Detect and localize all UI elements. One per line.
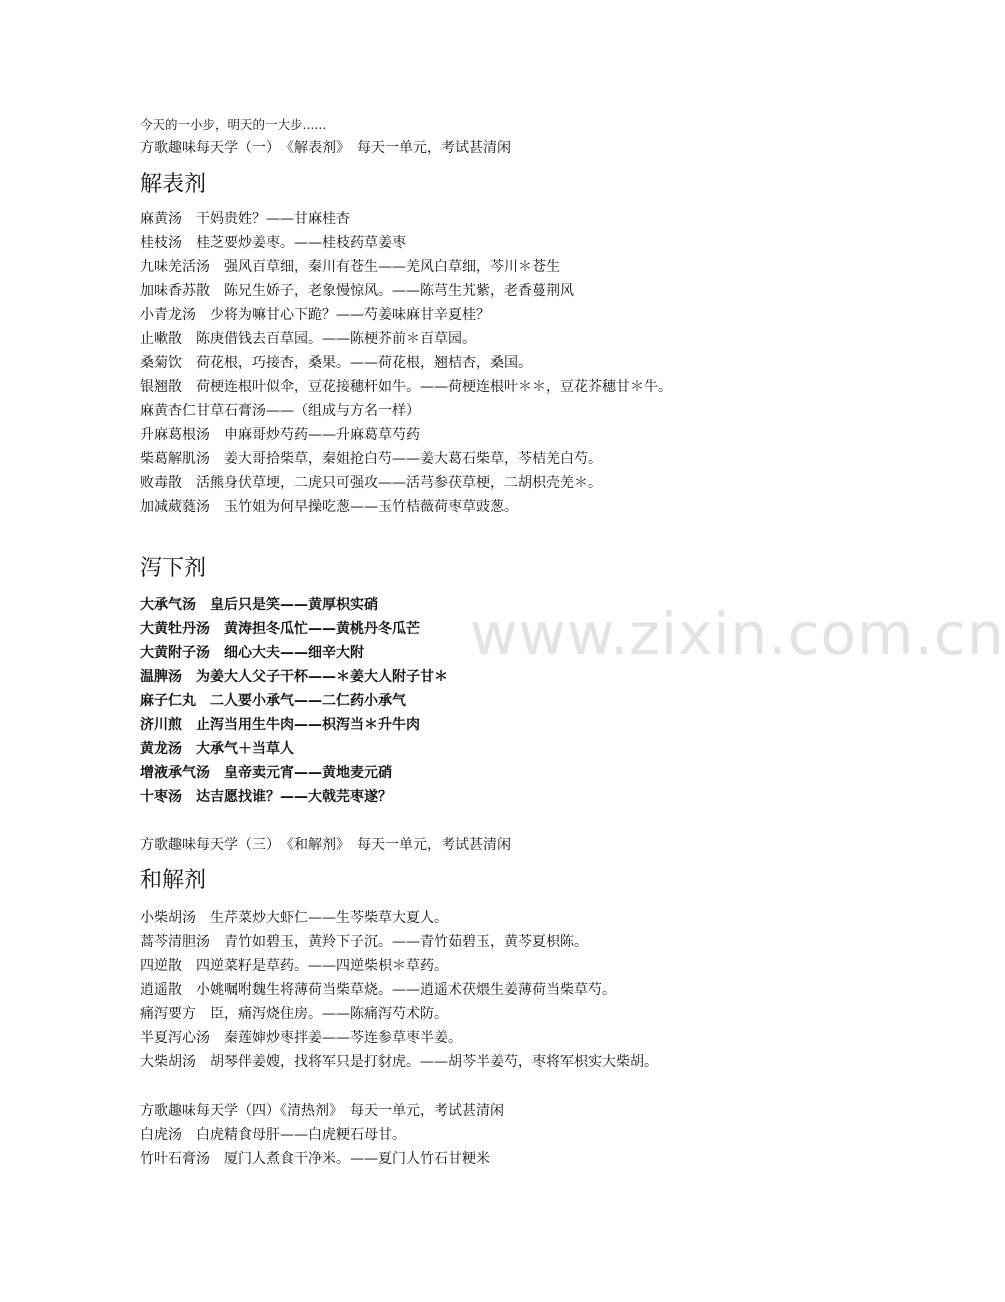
section2-line: 大黄附子汤 细心大夫——细辛大附	[140, 645, 364, 661]
section1-line: 麻黄杏仁甘草石膏汤——（组成与方名一样）	[140, 403, 420, 419]
section1-line: 止嗽散 陈庚借钱去百草园。——陈梗芥前＊百草园。	[140, 331, 476, 347]
section1-line: 麻黄汤 干妈贵姓？——甘麻桂杏	[140, 211, 350, 227]
section1-line: 桂枝汤 桂芝要炒姜枣。——桂枝药草姜枣	[140, 235, 406, 251]
section1-line: 桑菊饮 荷花根，巧接杏，桑果。——荷花根，翘桔杏，桑国。	[140, 355, 532, 371]
section4-banner: 方歌趣味每天学（四）《清热剂》 每天一单元，考试甚清闲	[140, 1103, 504, 1119]
section3-line: 大柴胡汤 胡琴伴姜嫂，找将军只是打豺虎。——胡芩半姜芍，枣将军枳实大柴胡。	[140, 1054, 658, 1070]
section3-line: 逍遥散 小姚嘱咐魏生将薄荷当柴草烧。——逍遥术茯煨生姜薄荷当柴草芍。	[140, 982, 616, 998]
section1-line: 小青龙汤 少将为嘛甘心下跪？——芍姜味麻甘辛夏桂？	[140, 307, 490, 323]
section1-line: 九味羌活汤 强风百草细，秦川有苍生——羌风白草细，芩川＊苍生	[140, 259, 560, 275]
section3-heading: 和解剂	[140, 868, 207, 893]
section1-line: 败毒散 活熊身伏草埂，二虎只可强攻——活芎参茯草梗，二胡枳壳羌＊。	[140, 475, 602, 491]
watermark: www.zixin.com.cn	[470, 600, 1005, 668]
section1-banner: 方歌趣味每天学（一） 《解表剂》 每天一单元，考试甚清闲	[140, 140, 511, 156]
section2-line: 十枣汤 达吉愿找谁？——大戟芫枣遂？	[140, 789, 392, 805]
section2-line: 大黄牡丹汤 黄涛担冬瓜忙——黄桃丹冬瓜芒	[140, 621, 420, 637]
section2-line: 增液承气汤 皇帝卖元宵——黄地麦元硝	[140, 765, 392, 781]
intro-line: 今天的一小步，明天的一大步......	[140, 117, 327, 132]
section2-line: 济川煎 止泻当用生牛肉——枳泻当＊升牛肉	[140, 717, 420, 733]
section3-line: 痛泻要方 臣，痛泻烧住房。——陈痛泻芍术防。	[140, 1006, 448, 1022]
section4-line: 竹叶石膏汤 厦门人煮食干净米。——夏门人竹石甘粳米	[140, 1151, 490, 1167]
section2-line: 麻子仁丸 二人要小承气——二仁药小承气	[140, 693, 406, 709]
section1-line: 升麻葛根汤 申麻哥炒芍药——升麻葛草芍药	[140, 427, 420, 443]
section2-heading: 泻下剂	[140, 556, 207, 581]
section1-line: 加减葳蕤汤 玉竹姐为何早操吃葱——玉竹桔薇荷枣草豉葱。	[140, 499, 518, 515]
section4-line: 白虎汤 白虎精食母肝——白虎粳石母甘。	[140, 1127, 406, 1143]
section1-line: 加味香苏散 陈兄生娇子，老象慢惊风。——陈芎生艽紫，老香蔓荆风	[140, 283, 574, 299]
section1-line: 银翘散 荷梗连根叶似伞，豆花接穗杆如牛。——荷梗连根叶＊＊，豆花芥穗甘＊牛。	[140, 379, 672, 395]
section2-line: 大承气汤 皇后只是笑——黄厚枳实硝	[140, 597, 378, 613]
section2-line: 黄龙汤 大承气＋当草人	[140, 741, 294, 757]
section3-line: 半夏泻心汤 秦莲婶炒枣拌姜——芩连参草枣半姜。	[140, 1030, 462, 1046]
section3-line: 蒿芩清胆汤 青竹如碧玉，黄羚下子沉。——青竹茹碧玉，黄芩夏枳陈。	[140, 934, 588, 950]
section3-line: 四逆散 四逆菜籽是草药。——四逆柴枳＊草药。	[140, 958, 448, 974]
section1-heading: 解表剂	[140, 172, 207, 197]
section3-line: 小柴胡汤 生芹菜炒大虾仁——生芩柴草大夏人。	[140, 910, 448, 926]
section3-banner: 方歌趣味每天学（三） 《和解剂》 每天一单元，考试甚清闲	[140, 837, 511, 853]
section2-line: 温脾汤 为姜大人父子干杯——＊姜大人附子甘＊	[140, 669, 448, 685]
section1-line: 柴葛解肌汤 姜大哥拾柴草，秦姐抢白芍——姜大葛石柴草，芩桔羌白芍。	[140, 451, 602, 467]
